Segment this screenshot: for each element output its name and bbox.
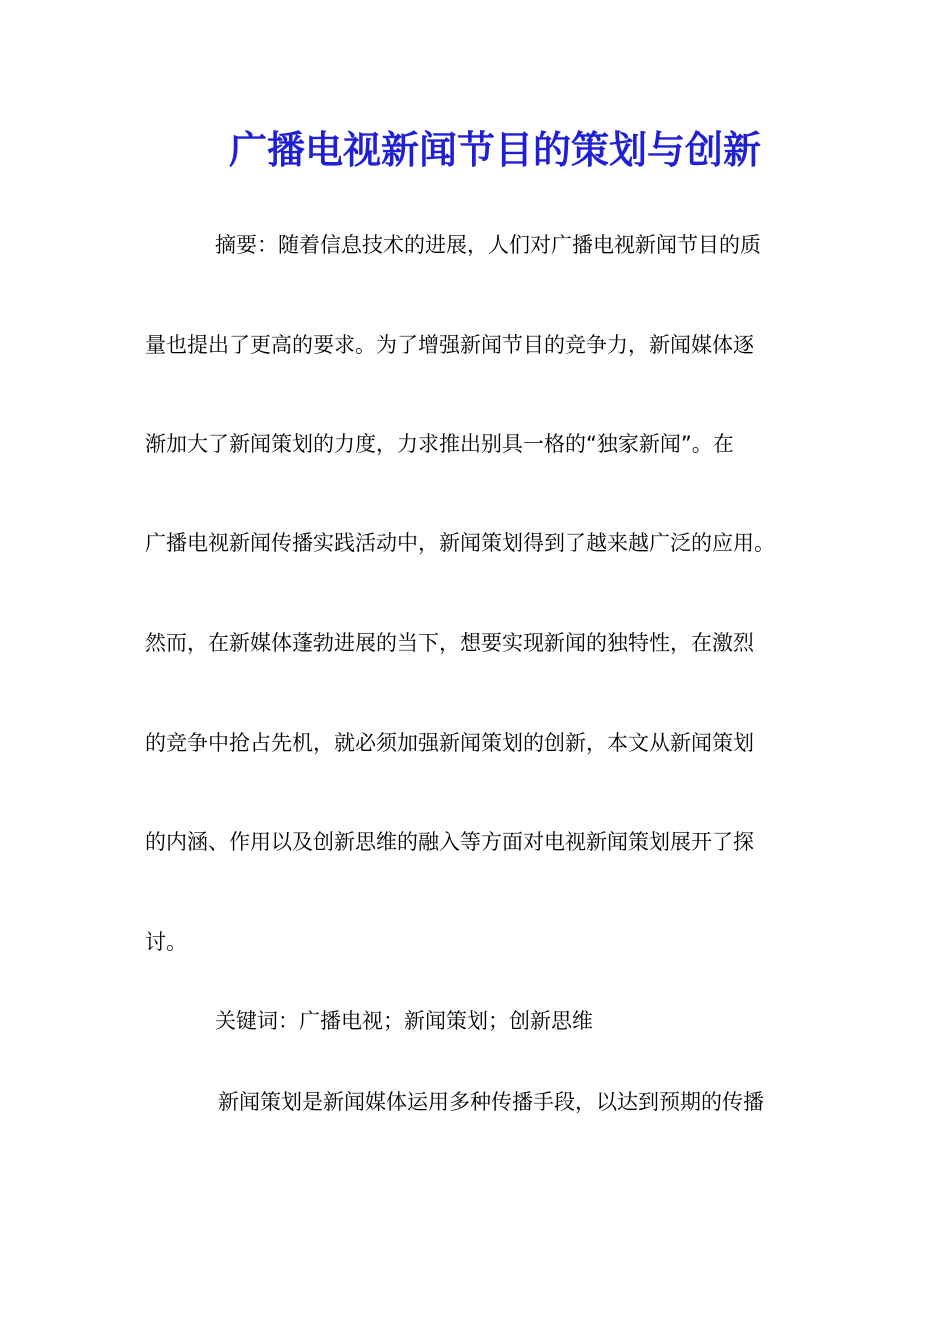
abstract-line-7: 的内涵、作用以及创新思维的融入等方面对电视新闻策划展开了探 [145,830,754,854]
abstract-line-3: 渐加大了新闻策划的力度，力求推出别具一格的“独家新闻”。在 [145,432,734,456]
abstract-line-6: 的竞争中抢占先机，就必须加强新闻策划的创新，本文从新闻策划 [145,731,754,755]
body-line-1: 新闻策划是新闻媒体运用多种传播手段，以达到预期的传播 [218,1090,764,1114]
abstract-line-5: 然而，在新媒体蓬勃进展的当下，想要实现新闻的独特性，在激烈 [145,631,754,655]
abstract-line-2: 量也提出了更高的要求。为了增强新闻节目的竞争力，新闻媒体逐 [145,333,754,357]
document-title: 广播电视新闻节目的策划与创新 [228,127,761,172]
abstract-line-1: 摘要：随着信息技术的进展，人们对广播电视新闻节目的质 [215,233,761,257]
abstract-line-8: 讨。 [145,930,187,954]
keywords-line: 关键词：广播电视；新闻策划；创新思维 [215,1009,593,1033]
abstract-line-4: 广播电视新闻传播实践活动中，新闻策划得到了越来越广泛的应用。 [145,531,775,555]
